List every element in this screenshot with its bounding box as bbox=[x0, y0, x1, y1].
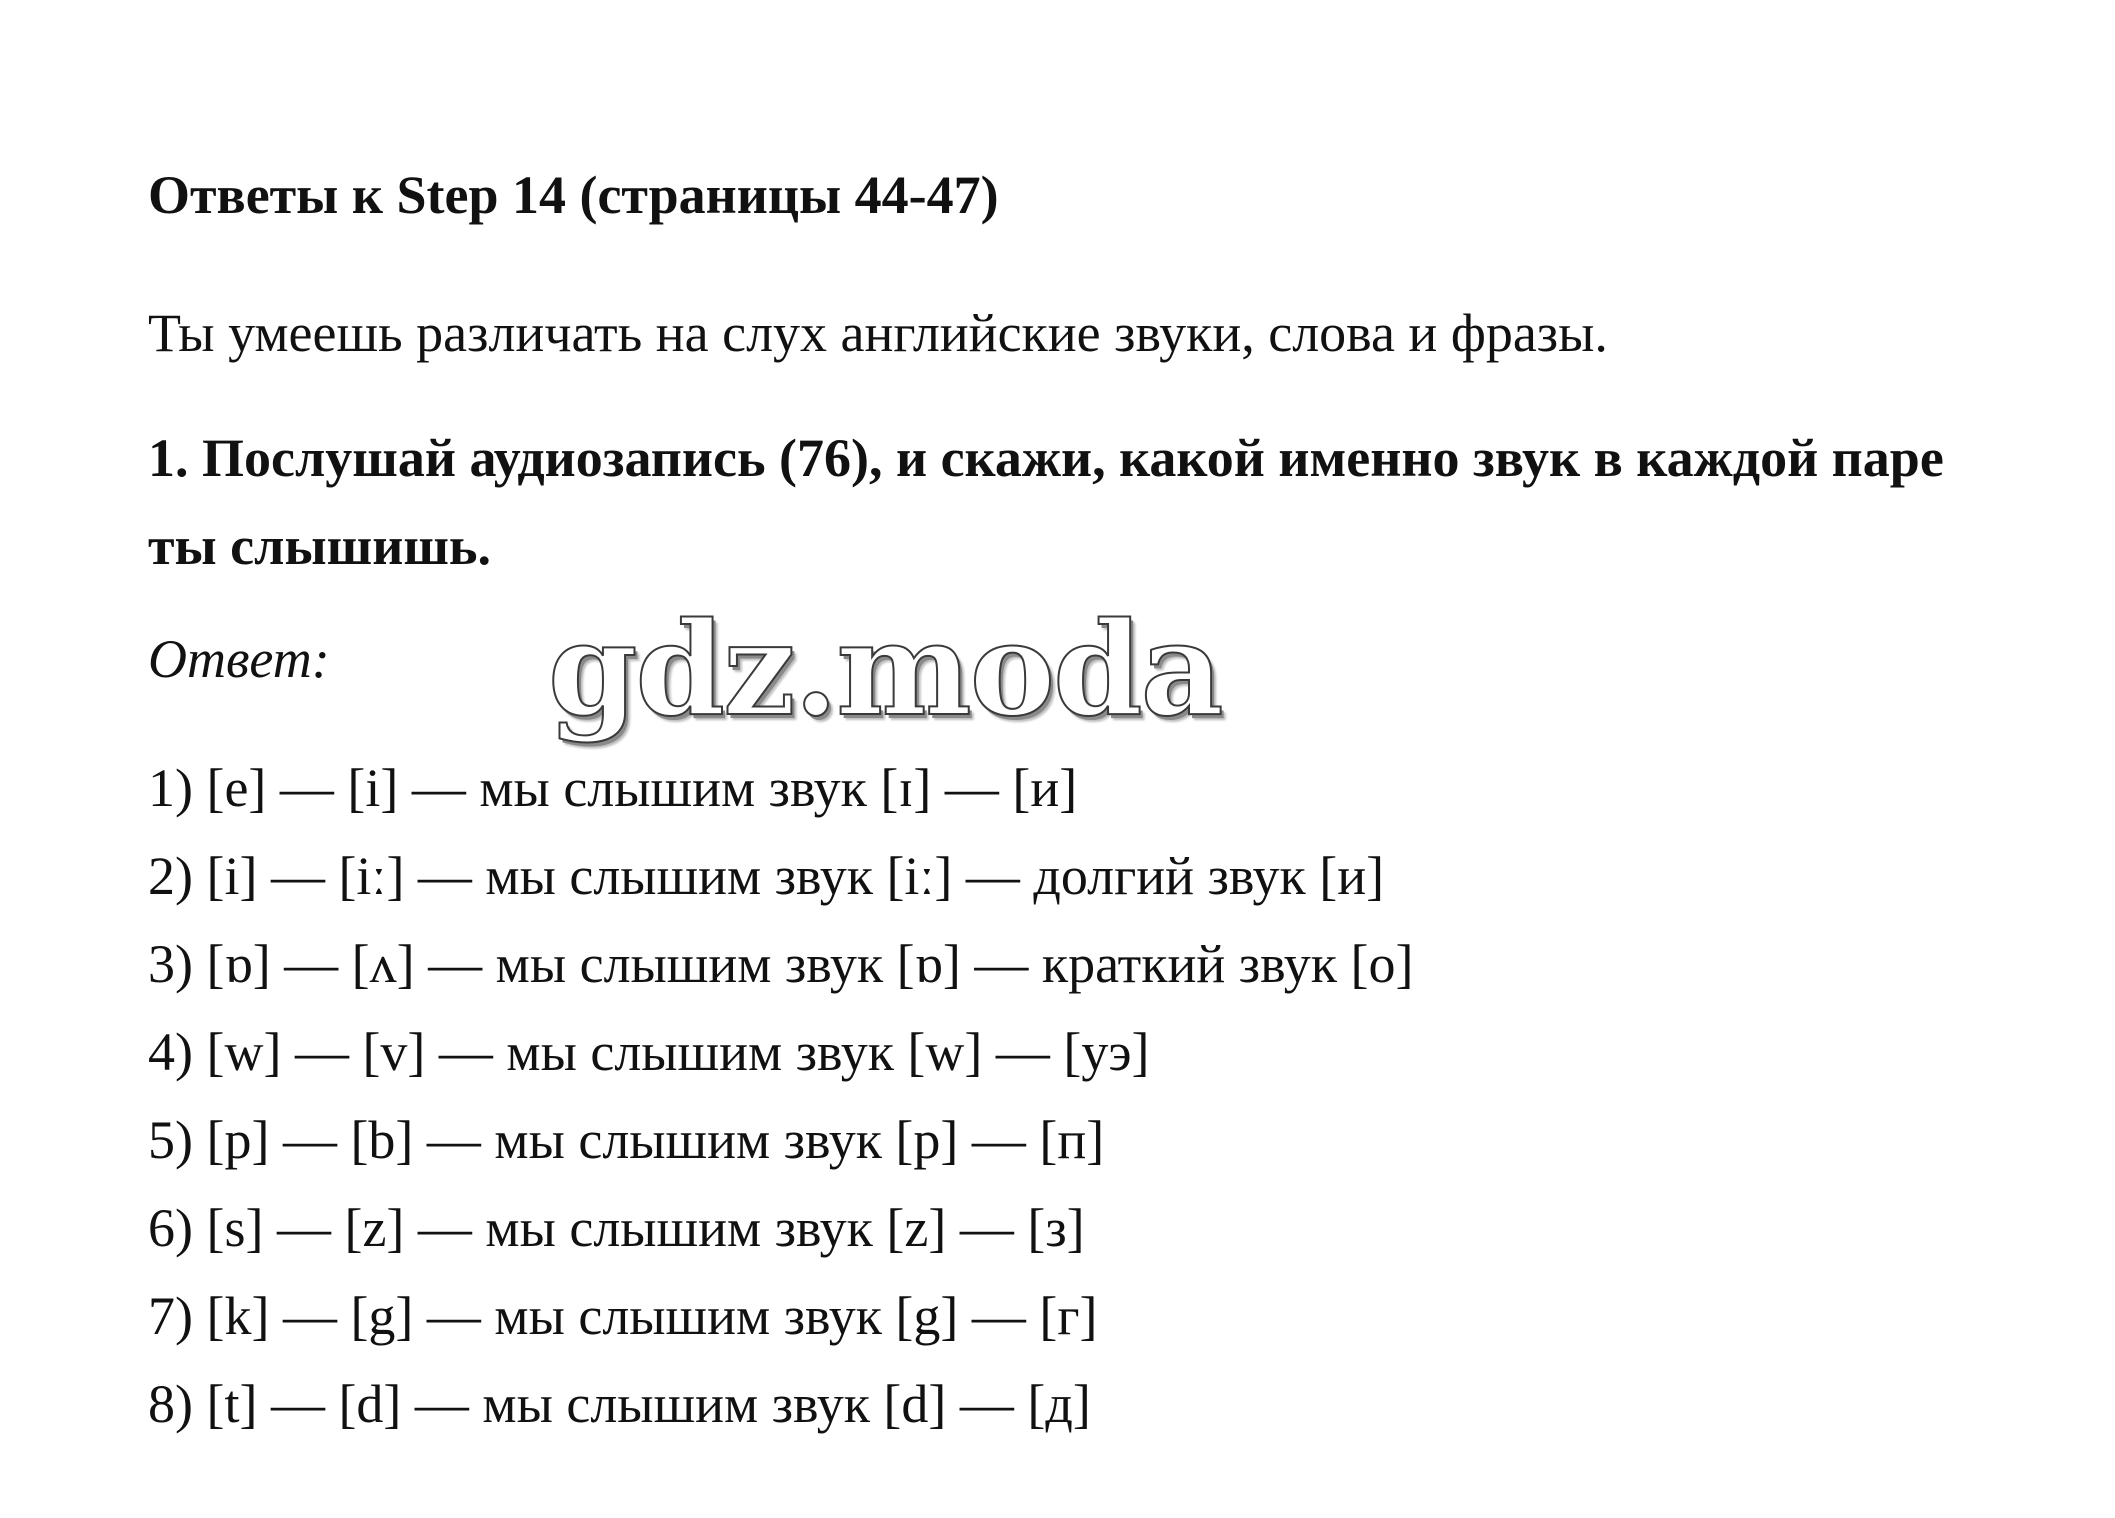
watermark-logo: gdz.moda bbox=[548, 595, 1222, 745]
answer-item: 2) [i] — [iː] — мы слышим звук [iː] — долгий звук [и] bbox=[148, 846, 1385, 906]
answer-item: 5) [p] — [b] — мы слышим звук [p] — [п] bbox=[148, 1110, 1105, 1170]
answer-item: 8) [t] — [d] — мы слышим звук [d] — [д] bbox=[148, 1374, 1091, 1434]
page-title: Ответы к Step 14 (страницы 44-47) bbox=[148, 165, 999, 225]
answer-item: 3) [ɒ] — [ʌ] — мы слышим звук [ɒ] — краткий звук [о] bbox=[148, 934, 1414, 994]
answer-item: 4) [w] — [v] — мы слышим звук [w] — [уэ] bbox=[148, 1022, 1150, 1082]
section-subtitle: Ты умеешь различать на слух английские звуки, слова и фразы. bbox=[148, 303, 1608, 363]
task-instruction: 1. Послушай аудиозапись (76), и скажи, какой именно звук в каждой паре ты слышишь. bbox=[148, 428, 1944, 576]
answer-item: 6) [s] — [z] — мы слышим звук [z] — [з] bbox=[148, 1198, 1085, 1258]
answer-label: Ответ: bbox=[148, 629, 330, 689]
answer-item: 7) [k] — [g] — мы слышим звук [g] — [г] bbox=[148, 1286, 1098, 1346]
answer-list bbox=[148, 744, 1414, 1448]
answer-item: 1) [e] — [i] — мы слышим звук [ɪ] — [и] bbox=[148, 758, 1078, 818]
